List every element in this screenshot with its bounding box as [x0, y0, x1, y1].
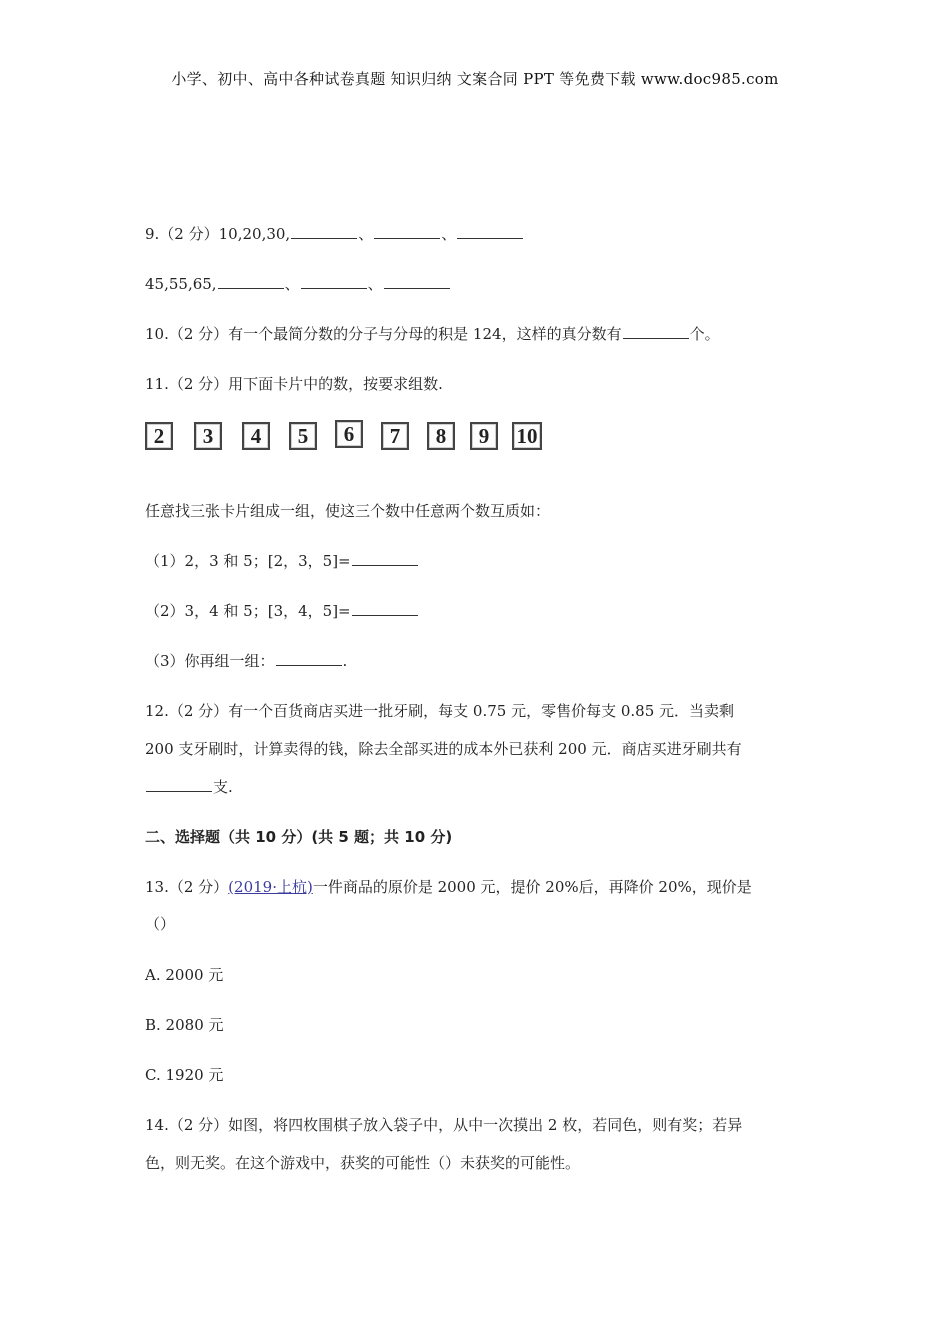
number-card: 2: [145, 422, 173, 450]
section-2-title: 二、选择题（共 10 分）(共 5 题；共 10 分): [145, 828, 453, 846]
option-a[interactable]: A. 2000 元: [145, 966, 224, 984]
number-card: 9: [470, 422, 498, 450]
question-11-instruction: 任意找三张卡片组成一组，使这三个数中任意两个数互质如：: [145, 502, 551, 520]
answer-blank[interactable]: [457, 237, 523, 239]
option-c[interactable]: C. 1920 元: [145, 1066, 224, 1084]
answer-blank[interactable]: [374, 237, 440, 239]
number-card: 4: [242, 422, 270, 450]
sub-question-end: .: [342, 652, 348, 670]
number-card: 5: [289, 422, 317, 450]
question-12-line-1: 12.（2 分）有一个百货商店买进一批牙刷，每支 0.75 元，零售价每支 0.85 元．当卖剩: [145, 702, 735, 720]
question-13-text: 一件商品的原价是 2000 元，提价 20%后，再降价 20%，现价是: [312, 878, 752, 896]
question-11: 11.（2 分）用下面卡片中的数，按要求组数.: [145, 375, 443, 393]
question-11-sub-3: [145, 650, 347, 671]
question-14-line-2: 色，则无奖。在这个游戏中，获奖的可能性（）未获奖的可能性。: [145, 1154, 581, 1172]
question-10: [145, 323, 720, 344]
question-9-line-1: [145, 223, 524, 244]
answer-blank[interactable]: [146, 790, 212, 792]
answer-blank[interactable]: [352, 564, 418, 566]
number-card: 3: [194, 422, 222, 450]
sub-question-text: （2）3，4 和 5；[3，4，5]=: [145, 602, 351, 620]
number-card: 7: [381, 422, 409, 450]
separator: 、: [284, 275, 300, 293]
question-13-paren: （）: [145, 915, 176, 933]
question-9-line-2: [145, 273, 451, 294]
question-13: [145, 876, 752, 897]
answer-blank[interactable]: [218, 287, 284, 289]
question-11-sub-1: [145, 550, 419, 571]
question-12-line-2: 200 支牙刷时，计算卖得的钱，除去全部买进的成本外已获利 200 元．商店买进牙刷共有: [145, 740, 742, 758]
answer-blank[interactable]: [384, 287, 450, 289]
sub-question-text: （1）2，3 和 5；[2，3，5]=: [145, 552, 351, 570]
question-11-sub-2: [145, 600, 419, 621]
question-12-line-3: [145, 776, 233, 797]
answer-blank[interactable]: [352, 614, 418, 616]
page-header: 小学、初中、高中各种试卷真题 知识归纳 文案合同 PPT 等免费下载 www.doc985.com: [171, 70, 779, 88]
question-13-prefix: 13.（2 分）: [145, 878, 229, 896]
question-10-text: 10.（2 分）有一个最简分数的分子与分母的积是 124，这样的真分数有: [145, 325, 622, 343]
answer-blank[interactable]: [276, 664, 342, 666]
question-12-end: 支.: [213, 778, 233, 796]
question-9-text: 9.（2 分）10,20,30,: [145, 225, 291, 243]
source-link[interactable]: (2019·上杭): [228, 878, 313, 896]
separator: 、: [367, 275, 383, 293]
separator: 、: [441, 225, 457, 243]
number-card: 10: [512, 422, 542, 450]
question-10-suffix: 个。: [689, 325, 720, 343]
sub-question-text: （3）你再组一组：: [145, 652, 275, 670]
option-b[interactable]: B. 2080 元: [145, 1016, 224, 1034]
question-9-sequence-2: 45,55,65,: [145, 275, 217, 293]
number-card: 8: [427, 422, 455, 450]
number-card: 6: [335, 420, 363, 448]
separator: 、: [358, 225, 374, 243]
answer-blank[interactable]: [291, 237, 357, 239]
question-14-line-1: 14.（2 分）如图，将四枚围棋子放入袋子中，从中一次摸出 2 枚，若同色，则有奖；若异: [145, 1116, 743, 1134]
answer-blank[interactable]: [623, 337, 689, 339]
answer-blank[interactable]: [301, 287, 367, 289]
